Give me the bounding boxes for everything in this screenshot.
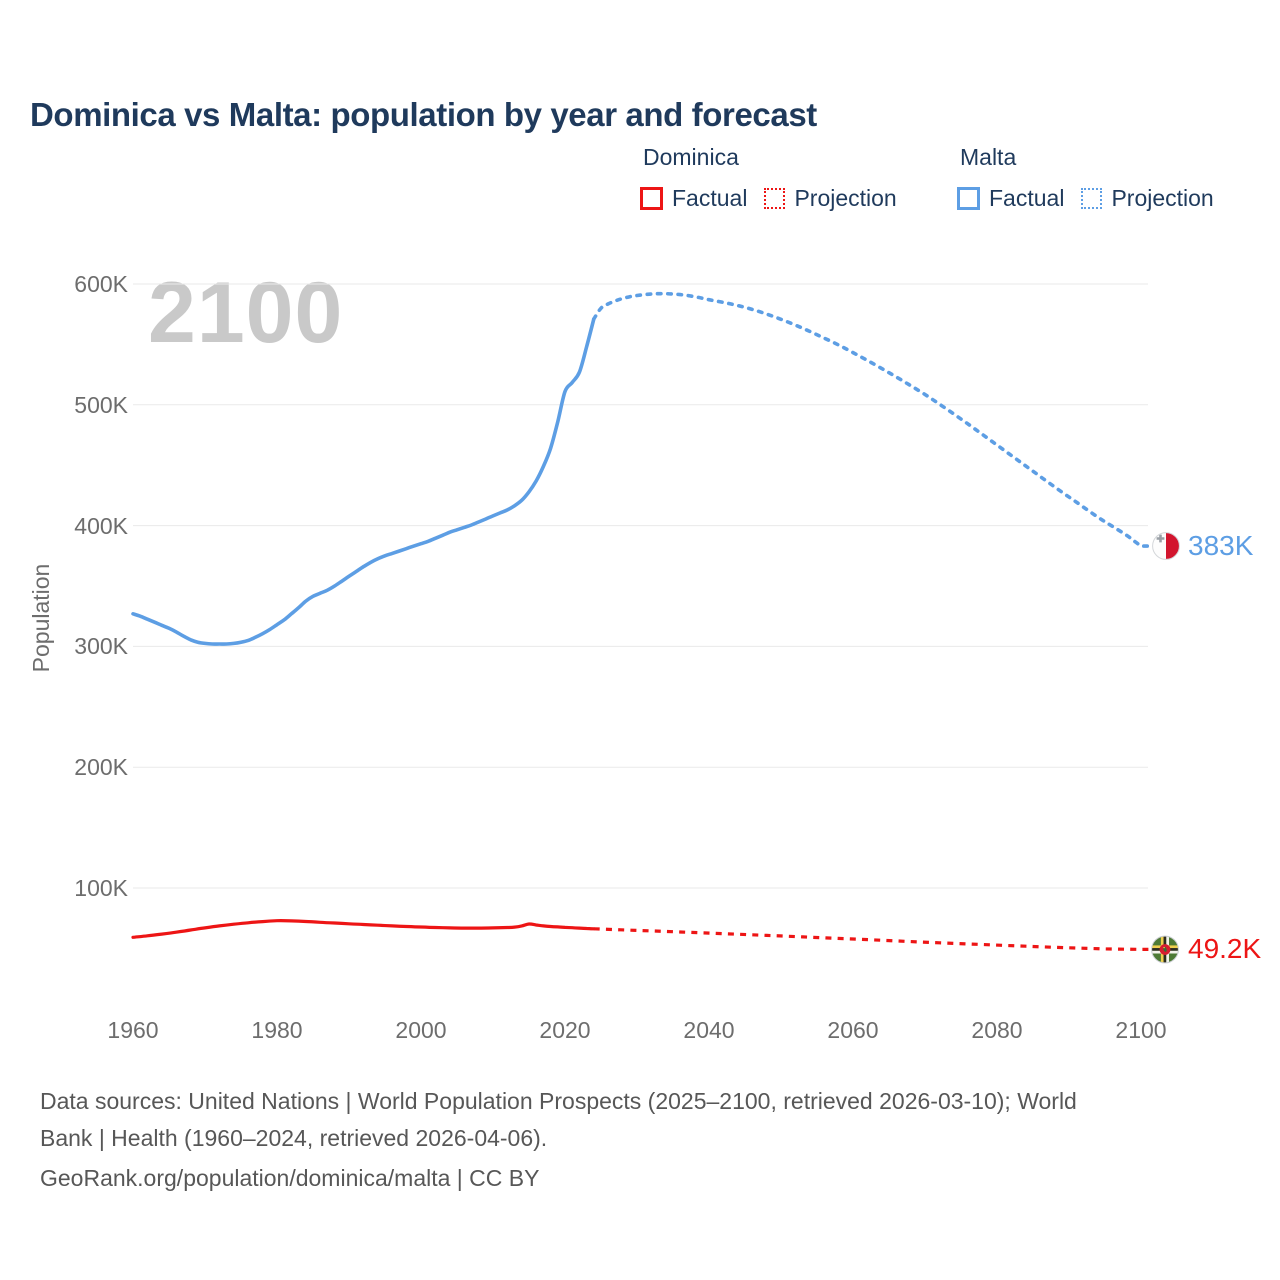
y-tick-label: 200K	[74, 754, 128, 780]
attribution-line: GeoRank.org/population/dominica/malta | CC BY	[40, 1165, 540, 1191]
x-tick-label: 2040	[683, 1017, 735, 1043]
data-sources-line-1: Data sources: United Nations | World Population Prospects (2025–2100, retrieved 2026-03-10); World	[40, 1088, 1077, 1114]
dominica-factual-label: Factual	[672, 185, 748, 211]
y-tick-label: 500K	[74, 392, 128, 418]
y-tick-label: 600K	[74, 271, 128, 297]
legend-malta-name: Malta	[960, 144, 1017, 170]
x-tick-label: 1980	[251, 1017, 303, 1043]
dominica-end-value-label: 49.2K	[1188, 933, 1262, 964]
y-axis-title: Population	[28, 563, 54, 673]
legend-dominica-name: Dominica	[643, 144, 739, 170]
y-tick-label: 100K	[74, 875, 128, 901]
y-tick-label: 300K	[74, 633, 128, 659]
x-tick-label: 2000	[395, 1017, 447, 1043]
dominica-projection-label: Projection	[794, 185, 897, 211]
malta-projection-label: Projection	[1111, 185, 1214, 211]
watermark-year: 2100	[148, 265, 344, 361]
malta-factual-label: Factual	[989, 185, 1065, 211]
malta-end-value-label: 383K	[1188, 530, 1254, 561]
y-tick-label: 400K	[74, 513, 128, 539]
page-title: Dominica vs Malta: population by year and forecast	[30, 96, 817, 134]
x-tick-label: 1960	[107, 1017, 159, 1043]
x-tick-label: 2060	[827, 1017, 879, 1043]
x-tick-label: 2100	[1115, 1017, 1167, 1043]
x-tick-label: 2080	[971, 1017, 1023, 1043]
x-tick-label: 2020	[539, 1017, 591, 1043]
data-sources-line-2: Bank | Health (1960–2024, retrieved 2026-04-06).	[40, 1125, 548, 1151]
